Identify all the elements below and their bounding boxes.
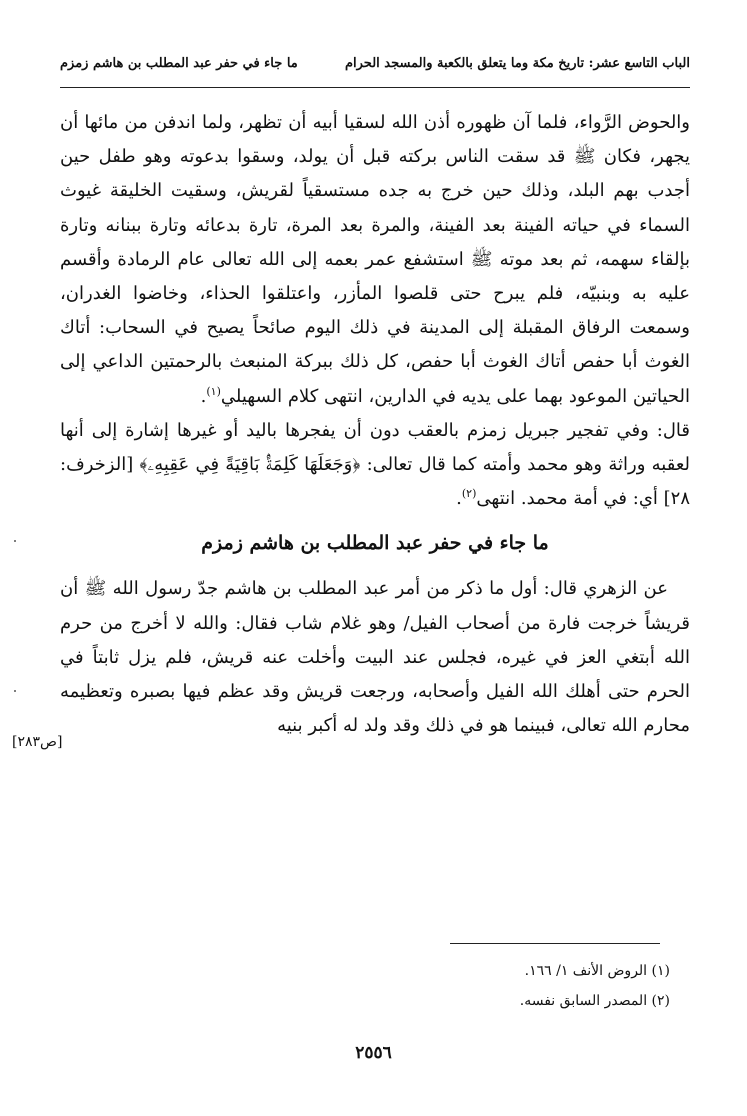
paragraph-jibril [60, 414, 690, 517]
footnote-ref-1: (١) [206, 384, 221, 398]
paragraph-2-text-b: [الزخرف: ٢٨] أي: في أمة محمد. انتهى [60, 454, 690, 510]
footnote-2: (٢) المصدر السابق نفسه. [519, 993, 670, 1009]
paragraph-sohaili-quote [60, 106, 690, 414]
paragraph-zuhri [60, 572, 690, 743]
paragraph-1-text: والحوض الرَّواء، فلما آن ظهوره أذن الله لسقيا أبيه أن تظهر، ولما اندفن من مائها أن يجهر، فكان ﷺ قد سقت الناس بركته قبل أن يولد، وسقوا بدعوته وهو طفل حين أجدب بهم البلد، وذلك حين خرج به جده مستسقياً لقريش، وسقيت الخليقة غيوث السماء في حياته الفينة بعد الفينة، والمرة بعد المرة، تارة بدعائه وتارة ببنانه وتارة بإلقاء سهمه، ثم بعد موته ﷺ استشفع عمر بعمه إلى الله تعالى عام الرمادة وأقسم عليه به وبنبيّه، فلم يبرح حتى قلصوا المأزر، واعتلقوا الحذاء، وخاضوا الغدران، وسمعت الرفاق المقبلة إلى المدينة في ذلك اليوم صائحاً يصيح في السحاب: أتاك الغوث أبا حفص أتاك الغوث أبا حفص، كل ذلك ببركة المنبعث بالرحمتين الداعي إلى الحياتين الموعود بهما على يديه في الدارين، انتهى كلام السهيلي [60, 112, 690, 407]
paragraph-2-end: . [456, 488, 462, 510]
scan-mark [14, 690, 16, 692]
main-text [60, 106, 690, 743]
header-chapter-title: الباب التاسع عشر: تاريخ مكة وما يتعلق بالكعبة والمسجد الحرام [344, 56, 690, 71]
footnote-ref-2: (٢) [461, 487, 477, 501]
quran-verse: ﴿وَجَعَلَهَا كَلِمَةًۢ بَاقِيَةً فِي عَقِبِهِۦ﴾ [139, 454, 361, 476]
scan-mark [14, 540, 16, 542]
footnote-divider [450, 943, 660, 944]
header-section-title: ما جاء في حفر عبد المطلب بن هاشم زمزم [60, 56, 298, 71]
paragraph-1-end: . [200, 385, 207, 407]
footnotes [60, 956, 690, 1016]
page-number: ٢٥٥٦ [355, 1043, 392, 1063]
running-header [60, 56, 690, 80]
section-heading: ما جاء في حفر عبد المطلب بن هاشم زمزم [201, 532, 549, 555]
footnote-1: (١) الروض الأنف ١/ ١٦٦. [524, 963, 670, 979]
header-divider [60, 87, 690, 88]
paragraph-2-text-a: قال: وفي تفجير جبريل زمزم بالعقب دون أن يفجرها باليد أو غيرها إشارة إلى أنها لعقبه وراثة وهو محمد وأمته كما قال تعالى: [60, 419, 691, 476]
margin-page-reference: [ص٢٨٣] [12, 734, 63, 750]
paragraph-3-text: عن الزهري قال: أول ما ذكر من أمر عبد المطلب بن هاشم جدّ رسول الله ﷺ أن قريشاً خرجت فارة من أصحاب الفيل/ وهو غلام شاب فقال: والله لا أخرج من حرم الله أبتغي العز في غيره، فجلس عند البيت وأخلت عنه قريش، فلم يزل ثابتاً في الحرم حتى أهلك الله الفيل وأصحابه، ورجعت قريش وقد عظم فيها بصبره وتعظيمه محارم الله تعالى، فبينما هو في ذلك وقد ولد له أكبر بنيه [60, 578, 690, 737]
